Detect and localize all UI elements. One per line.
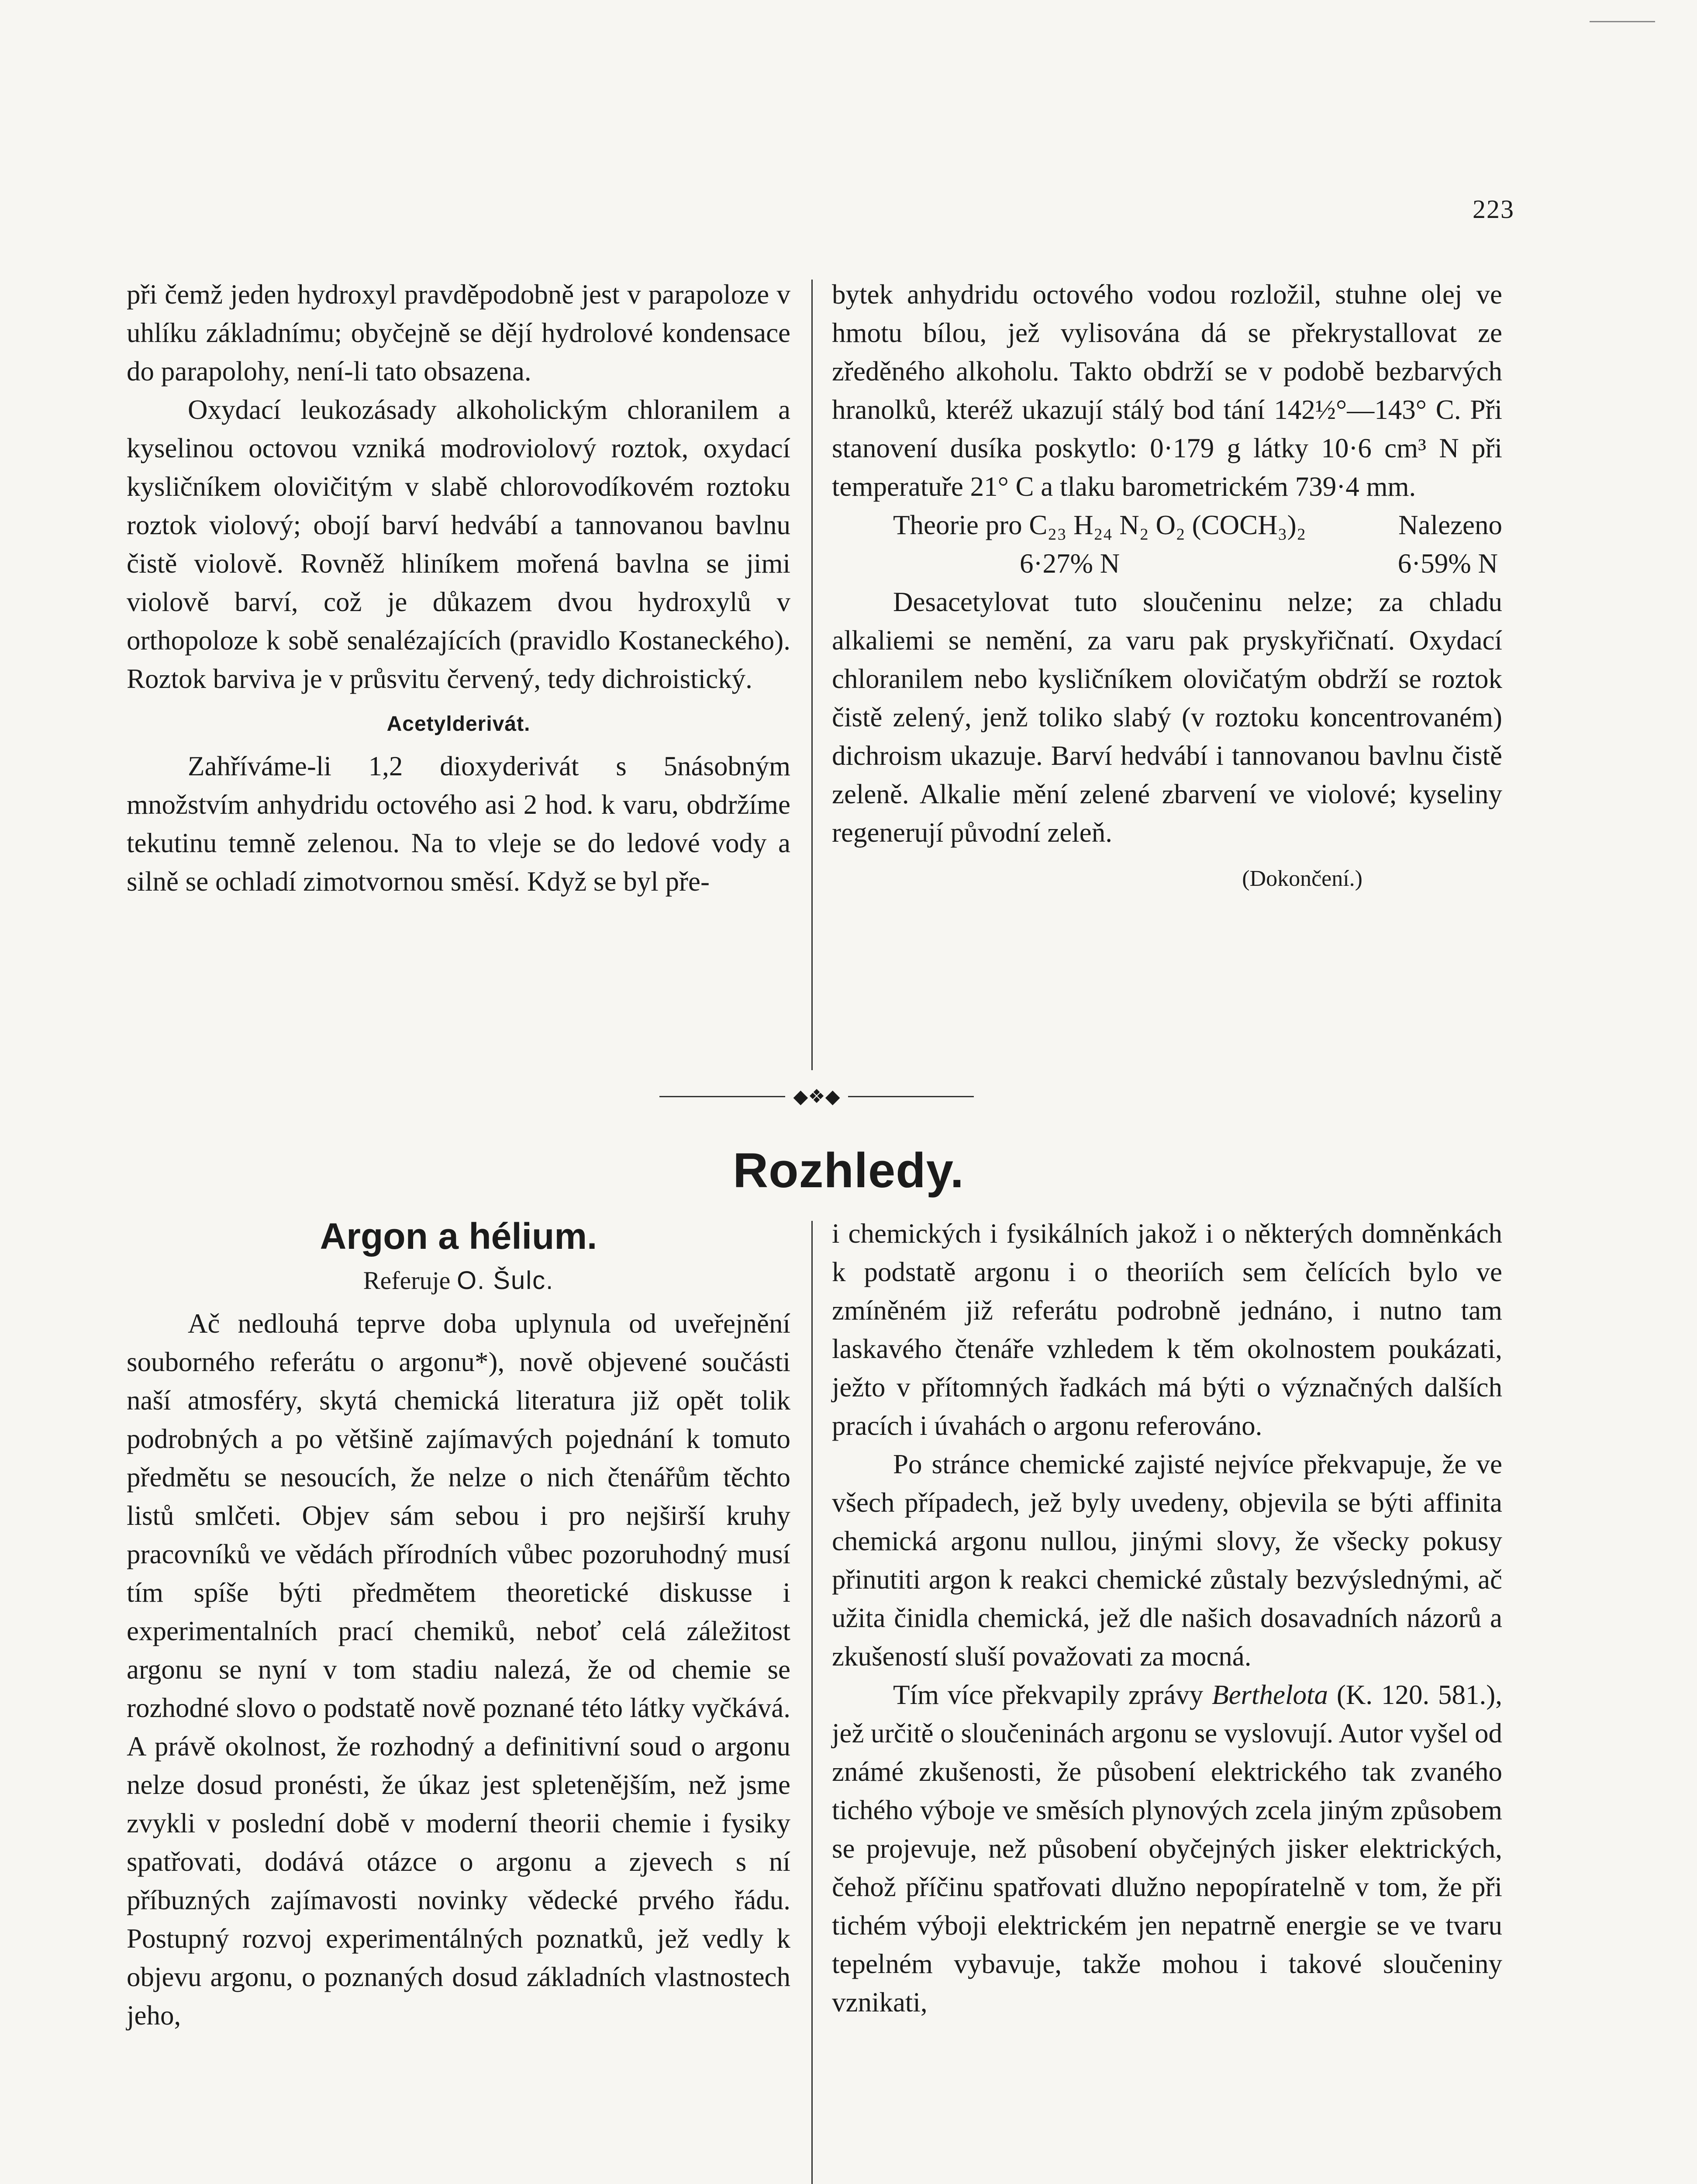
- paragraph: Ač nedlouhá teprve doba uplynula od uveřejnění souborného referátu o argonu*), nově objevené součásti naší atmosféry, skytá chemická literatura již opět tolik podrobných a po většině zajímavých pojednání k tomuto předmětu se nesoucích, že nelze o nich čtenářům těchto listů smlčeti. Objev sám sebou i pro nejširší kruhy pracovníků ve vědách přírodních vůbec pozoruhodný musí tím spíše býti předmětem theoretické diskusse i experimentalních prací chemiků, neboť celá záležitost argonu se nyní v tom stadiu nalezá, že od chemie se rozhodné slovo o podstatě nově poznané této látky vyčkává. A právě okolnost, že rozhodný a definitivní soud o argonu nelze dosud pronésti, že úkaz jest spletenějším, než jsme zvykli v poslední době v moderní theorii chemie i fysiky spatřovati, dodává otázce o argonu a zjevech s ní příbuzných zajímavosti novinky vědecké prvého řádu. Postupný rozvoj experimentálných poznatků, jež vedly k objevu argonu, o poznaných dosud základních vlastnostech jeho,: [127, 1308, 790, 2031]
- ornament-line-left: [659, 1096, 785, 1097]
- continuation-note: (Dokončení.): [1242, 866, 1362, 891]
- article-right-column: [832, 1214, 1502, 2022]
- found-value: 6·59% N: [1397, 548, 1498, 579]
- page-number: 223: [1473, 195, 1514, 224]
- top-right-column: [832, 275, 1502, 898]
- top-left-column: [127, 275, 790, 901]
- paragraph: [832, 1676, 1502, 2022]
- byline-author: O. Šulc.: [456, 1266, 554, 1295]
- section-ornament: [659, 1085, 974, 1108]
- article-left-column: [127, 1214, 790, 2035]
- edge-rule: [1590, 0, 1655, 22]
- formula-values-row: [832, 544, 1502, 583]
- ornament-icon: ◆❖◆: [793, 1085, 840, 1108]
- paragraph: při čemž jeden hydroxyl pravděpodobně jest v parapoloze v uhlíku základnímu; obyčejně se dějí hydrolové kondensace do parapolohy, není-li tato obsazena.: [127, 279, 790, 387]
- paragraph: i chemických i fysikálních jakož i o některých domněnkách k podstatě argonu i o theoriích sem čelících bylo ve zmíněném již referátu podrobně jednáno, i nutno tam laskavého čtenáře vzhledem k těm okolnostem poukázati, ježto v přítomných řadkách má býti o význačných dalších pracích i úvahách o argonu referováno.: [832, 1218, 1502, 1441]
- paragraph: bytek anhydridu octového vodou rozložil, stuhne olej ve hmotu bílou, jež vylisována dá se překrystallovat ze zředěného alkoholu. Takto obdrží se v podobě bezbarvých hranolků, kteréž ukazují stálý bod tání 142½°—143° C. Při stanovení dusíka poskytlo: 0·179 g látky 10·6 cm³ N při temperatuře 21° C a tlaku barometrickém 739·4 mm.: [832, 279, 1502, 502]
- paragraph: Po stránce chemické zajisté nejvíce překvapuje, že ve všech případech, jež byly uvedeny, objevila se býti affinita chemická argonu nullou, jinými slovy, že všecky pokusy přinutiti argon k reakci chemické zůstaly bezvýslednými, ač užita činidla chemická, jež dle našich dosavadních názorů a zkušeností sluší považovati za mocná.: [832, 1449, 1502, 1672]
- formula-theory: Theorie pro C₂₃ H₂₄ N₂ O₂ (COCH₃)₂: [893, 510, 1306, 540]
- column-divider-bottom: [811, 1221, 813, 2184]
- article-title: Argon a hélium.: [320, 1216, 597, 1257]
- formula-row: [832, 506, 1502, 544]
- paragraph-start: Tím více překvapily zprávy: [893, 1679, 1204, 1710]
- byline-prefix: Referuje: [363, 1266, 451, 1295]
- author-reference: Berthelota: [1212, 1679, 1328, 1710]
- paragraph-rest: (K. 120. 581.), jež určitě o sloučeninách argonu se vyslovují. Autor vyšel od známé zkušenosti, že působení elektrického tak zvaného tichého výboje ve směsích plynových zcela jiným způsobem se projevuje, než působení obyčejných jisker elektrických, čehož příčinu spatřovati dlužno nepopíratelně v tom, že při tichém výboji elektrickém jen nepatrně energie se ve tvaru tepelném vybavuje, takže mohou i takové sloučeniny vznikati,: [832, 1679, 1503, 2018]
- paragraph: Desacetylovat tuto sloučeninu nelze; za chladu alkaliemi se nemění, za varu pak pryskyřičnatí. Oxydací chloranilem nebo kysličníkem olovičatým obdrží se roztok čistě zelený, jenž toliko slabý (v roztoku koncentrovaném) dichroism ukazuje. Barví hedvábí i tannovanou bavlnu čistě zeleně. Alkalie mění zelené zbarvení ve violové; kyseliny regenerují původní zeleň.: [832, 587, 1502, 848]
- subheading-acetylderivat: Acetylderivát.: [386, 712, 531, 736]
- ornament-line-right: [848, 1096, 974, 1097]
- paragraph: Oxydací leukozásady alkoholickým chloranilem a kyselinou octovou vzniká modroviolový roztok, oxydací kysličníkem olovičitým v slabě chlorovodíkovém roztoku roztok violový; obojí barví hedvábí a tannovanou bavlnu čistě violově. Rovněž hliníkem mořená bavlna se jimi violově barví, což je důkazem dvou hydroxylů v orthopoloze k sobě senalézajících (pravidlo Kostaneckého). Roztok barviva je v průsvitu červený, tedy dichroistický.: [127, 394, 790, 694]
- column-divider-top: [811, 280, 813, 1070]
- section-title: Rozhledy.: [733, 1143, 964, 1198]
- paragraph: Zahříváme-li 1,2 dioxyderivát s 5násobným množstvím anhydridu octového asi 2 hod. k varu, obdržíme tekutinu temně zelenou. Na to vleje se do ledové vody a silně se ochladí zimotvornou směsí. Když se byl pře-: [127, 751, 790, 897]
- formula-found-label: Nalezeno: [1398, 510, 1502, 540]
- theory-value: 6·27% N: [1020, 548, 1120, 579]
- article-byline: [127, 1261, 790, 1300]
